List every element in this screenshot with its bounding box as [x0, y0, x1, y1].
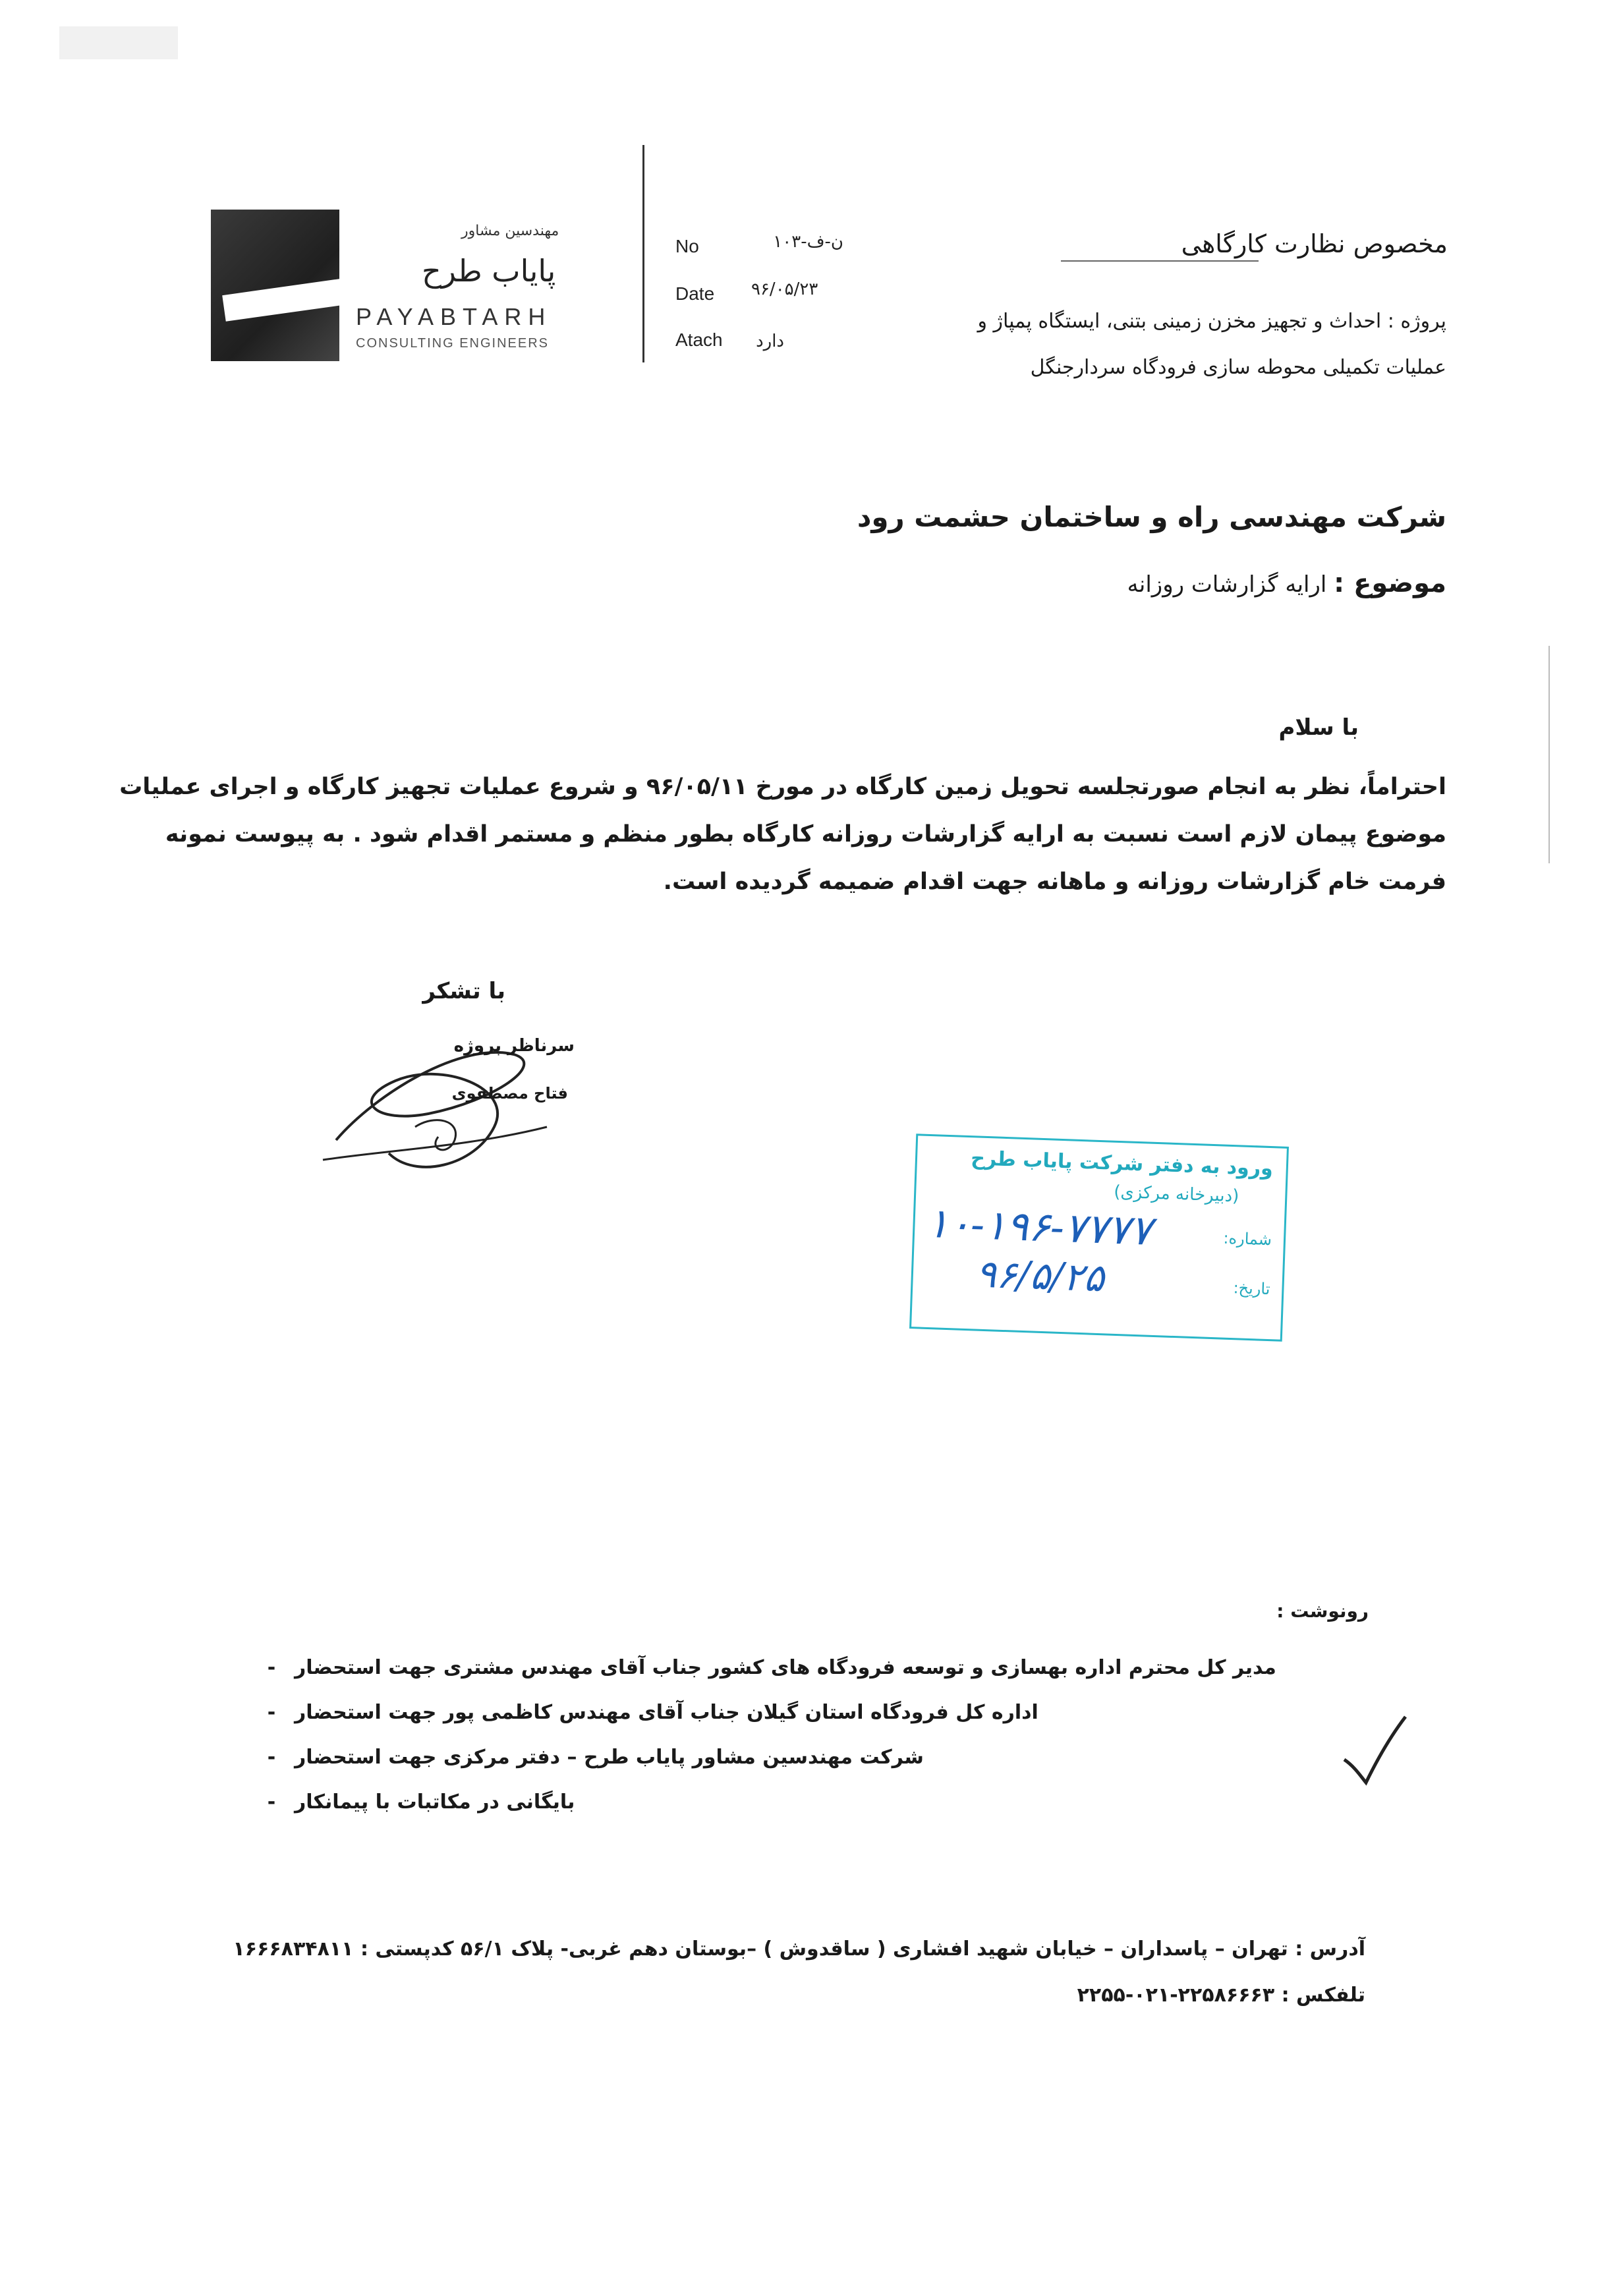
- project-line-2: عملیات تکمیلی محوطه سازی فرودگاه سردارجنگل: [1030, 356, 1446, 379]
- header-divider: [642, 145, 644, 362]
- project-line-1: پروژه : احداث و تجهیز مخزن زمینی بتنی، ایستگاه پمپاژ و: [977, 310, 1446, 333]
- scan-artifact: [59, 26, 178, 59]
- date-label: Date: [675, 283, 715, 304]
- check-icon: [1341, 1713, 1407, 1786]
- list-item: - بایگانی در مکاتبات با پیمانکار: [267, 1790, 575, 1814]
- cc-list: [248, 1645, 1369, 1824]
- stamp-line-1: ورود به دفتر شرکت پایاب طرح: [970, 1147, 1274, 1181]
- special-underline: [1061, 260, 1259, 262]
- stamp-number-label: شماره:: [1223, 1228, 1272, 1249]
- signer-name: فتاح مصطفوی: [451, 1084, 568, 1103]
- logo-name-en: PAYABTARH: [356, 303, 552, 330]
- list-item: - شرکت مهندسین مشاور پایاب طرح – دفتر مرکزی جهت استحضار: [267, 1745, 924, 1769]
- attach-value: دارد: [756, 331, 784, 351]
- subject-label: موضوع :: [1334, 568, 1446, 598]
- no-value: ن-ف-۱۰۳: [773, 232, 843, 252]
- logo-tagline: CONSULTING ENGINEERS: [356, 336, 549, 351]
- signer-title: سرناظر پروژه: [453, 1036, 575, 1056]
- footer-address: آدرس : تهران – پاسداران – خیابان شهید افشاری ( ساقدوش ) –بوستان دهم غربی- پلاک ۵۶/۱ کدپستی : ۱۶۶۶۸۳۴۸۱۱: [233, 1937, 1365, 1961]
- special-heading: مخصوص نظارت کارگاهی: [1181, 229, 1448, 258]
- scan-edge: [1548, 646, 1550, 863]
- logo-subtitle: مهندسین مشاور: [461, 223, 559, 239]
- stamp-date-value: ۹۶/۵/۲۵: [975, 1251, 1105, 1301]
- list-item: - مدیر کل محترم اداره بهسازی و توسعه فرودگاه های کشور جناب آقای مهندس مشتری جهت استحضار: [267, 1655, 1276, 1679]
- list-item: - اداره کل فرودگاه استان گیلان جناب آقای مهندس کاظمی پور جهت استحضار: [267, 1700, 1038, 1724]
- stamp-date-label: تاریخ:: [1233, 1278, 1270, 1299]
- closing-thanks: با تشکر: [422, 978, 505, 1004]
- subject-text: ارایه گزارشات روزانه: [1127, 571, 1327, 598]
- footer-telfax: تلفکس : ۲۲۵۸۶۶۶۳-۰۲۱-۲۲۵۵: [1077, 1984, 1365, 2007]
- receipt-stamp: [909, 1134, 1289, 1342]
- greeting: با سلام: [1278, 714, 1359, 741]
- no-label: No: [675, 236, 699, 256]
- subject-line: [1127, 568, 1446, 598]
- cc-title: رونوشت :: [1276, 1600, 1369, 1622]
- stamp-number-value: ۱۰-۱۹۶-۷۷۷۷: [926, 1198, 1153, 1255]
- addressee: شرکت مهندسی راه و ساختمان حشمت رود: [857, 501, 1446, 533]
- date-value: ۹۶/۰۵/۲۳: [751, 279, 818, 299]
- letter-body: احتراماً، نظر به انجام صورتجلسه تحویل زمین کارگاه در مورخ ۹۶/۰۵/۱۱ و شروع عملیات تجهیز کارگاه و اجرای عملیات موضوع پیمان لازم است نسبت به ارایه گزارشات روزانه کارگاه بطور منظم و مستمر اقدام شود . به پیوست نمونه فرمت خام گزارشات روزانه و ماهانه جهت اقدام ضمیمه گردیده است.: [119, 774, 1446, 895]
- logo-name-fa: پایاب طرح: [422, 253, 556, 289]
- company-logo-mark: [211, 210, 339, 361]
- stamp-line-2: (دبیرخانه مرکزی): [1113, 1182, 1239, 1207]
- attach-label: Atach: [675, 330, 723, 350]
